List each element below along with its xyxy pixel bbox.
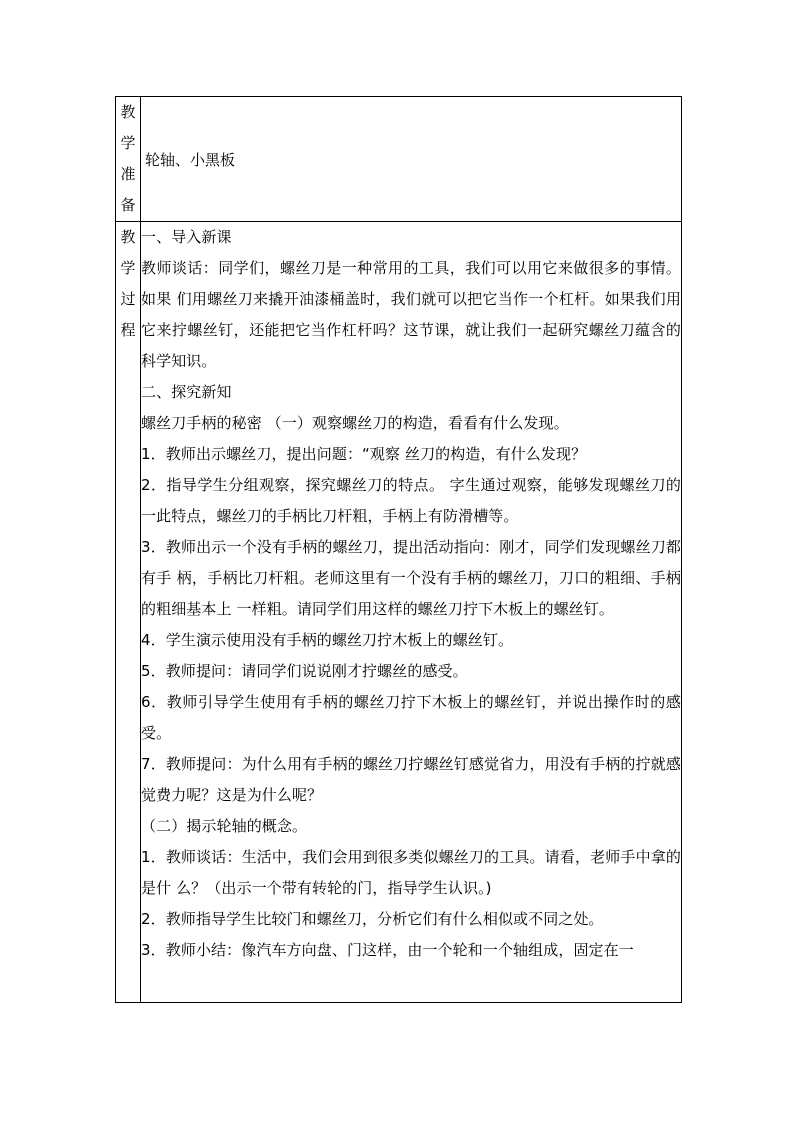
section-heading: 一、导入新课 [141, 228, 232, 246]
paragraph: 1．教师谈话：生活中，我们会用到很多类似螺丝刀的工具。请看，老师手中拿的是什 么？（出示一个带有转轮的门，指导学生认识。) [141, 848, 681, 897]
paragraph: 7．教师提问：为什么用有手柄的螺丝刀拧螺丝钉感觉省力，用没有手柄的拧就感觉费力呢？这是为什么呢？ [141, 755, 681, 804]
label-char: 学 [120, 259, 136, 277]
label-char: 过 [120, 290, 136, 308]
paragraph: 2．教师指导学生比较门和螺丝刀，分析它们有什么相似或不同之处。 [141, 910, 604, 928]
paragraph: 3．教师出示一个没有手柄的螺丝刀，提出活动指向：刚才，同学们发现螺丝刀都有手 柄，手柄比刀杆粗。老师这里有一个没有手柄的螺丝刀，刀口的粗细、手柄的粗细基本上 一样粗。请同学们用这样的螺丝刀拧下木板上的螺丝钉。 [141, 538, 681, 618]
section-heading: 二、探究新知 [141, 383, 232, 401]
teaching-process-row [116, 222, 682, 1003]
paragraph: 4．学生演示使用没有手柄的螺丝刀拧木板上的螺丝钉。 [141, 631, 514, 649]
preparation-materials: 轮轴、小黑板 [145, 151, 236, 169]
teaching-preparation-row [116, 97, 682, 222]
teaching-process-label [116, 222, 141, 1003]
lesson-plan-table [115, 96, 682, 1003]
label-char: 备 [120, 196, 136, 214]
paragraph: 5．教师提问：请同学们说说刚才拧螺丝的感受。 [141, 662, 468, 680]
paragraph: 螺丝刀手柄的秘密 （一）观察螺丝刀的构造，看看有什么发现。 [141, 414, 569, 432]
paragraph: 教师谈话：同学们，螺丝刀是一种常用的工具，我们可以用它来做很多的事情。如果 们用螺丝刀来撬开油漆桶盖时，我们就可以把它当作一个杠杆。如果我们用它来拧螺丝钉，还能把它当作杠杆吗？这节课，就让我们一起研究螺丝刀蕴含的科学知识。 [141, 259, 681, 370]
teaching-preparation-content [141, 97, 682, 222]
label-char: 教 [120, 103, 136, 121]
paragraph: 1．教师出示螺丝刀，提出问题：“观察 丝刀的构造，有什么发现？ [141, 445, 587, 463]
teaching-preparation-label [116, 97, 141, 222]
teaching-process-content [141, 222, 682, 1003]
label-char: 程 [120, 321, 136, 339]
paragraph: （二）揭示轮轴的概念。 [141, 817, 308, 835]
label-char: 学 [120, 134, 136, 152]
paragraph: 2．指导学生分组观察，探究螺丝刀的特点。 字生通过观察，能够发现螺丝刀的一此特点，螺丝刀的手柄比刀杆粗，手柄上有防滑槽等。 [141, 476, 681, 525]
label-char: 准 [120, 165, 136, 183]
label-char: 教 [120, 228, 136, 246]
paragraph: 3．教师小结：像汽车方向盘、门这样，由一个轮和一个轴组成，固定在一 [141, 941, 634, 959]
paragraph: 6．教师引导学生使用有手柄的螺丝刀拧下木板上的螺丝钉，并说出操作时的感受。 [141, 693, 681, 742]
